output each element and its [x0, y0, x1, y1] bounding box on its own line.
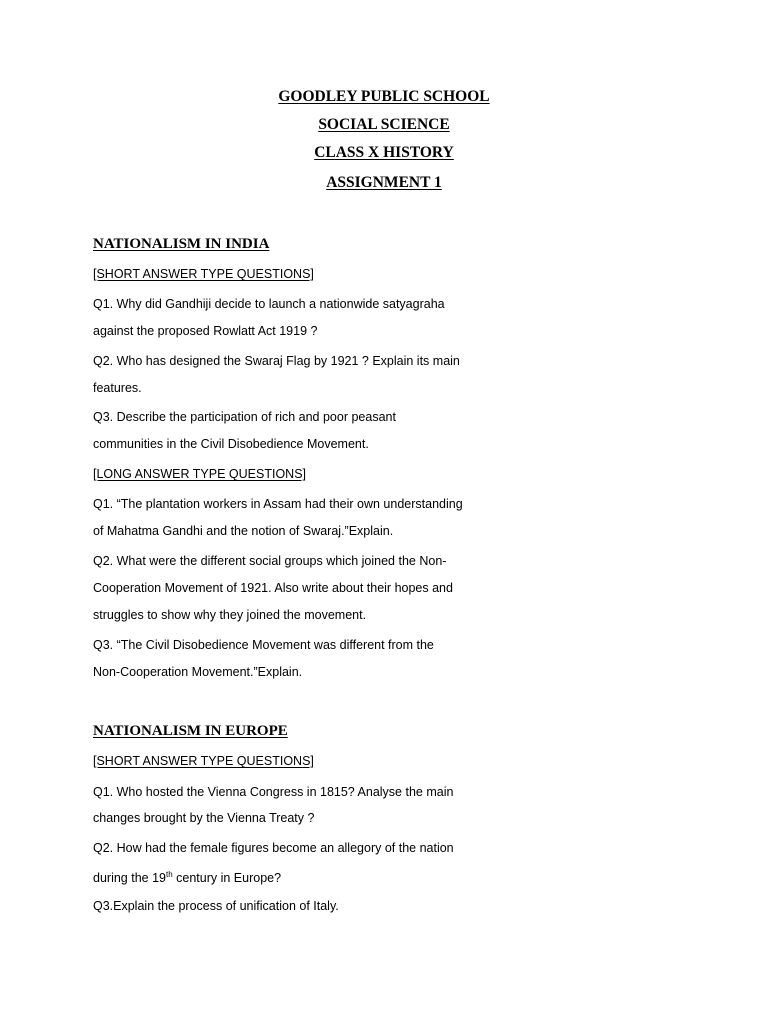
question-line: against the proposed Rowlatt Act 1919 ? — [93, 324, 318, 338]
long-answer-heading: [LONG ANSWER TYPE QUESTIONS] — [93, 467, 307, 481]
short-answer-heading: [SHORT ANSWER TYPE QUESTIONS] — [93, 267, 314, 281]
question-line: Q1. Why did Gandhiji decide to launch a nationwide satyagraha — [93, 297, 445, 311]
question-line: Cooperation Movement of 1921. Also write about their hopes and — [93, 581, 453, 595]
question-line: changes brought by the Vienna Treaty ? — [93, 811, 315, 825]
ordinal-suffix: th — [165, 870, 173, 879]
question-line: communities in the Civil Disobedience Movement. — [93, 437, 369, 451]
question-line: Q2. How had the female figures become an allegory of the nation — [93, 841, 454, 855]
question-line: Q2. Who has designed the Swaraj Flag by 1921 ? Explain its main — [93, 354, 460, 368]
question-line: Q2. What were the different social groups which joined the Non- — [93, 554, 447, 568]
question-line: Q1. “The plantation workers in Assam had their own understanding — [93, 497, 463, 511]
section-title-india: NATIONALISM IN INDIA — [93, 236, 270, 252]
question-line: struggles to show why they joined the movement. — [93, 608, 367, 622]
question-line: Q3. “The Civil Disobedience Movement was different from the — [93, 638, 434, 652]
section-title-europe: NATIONALISM IN EUROPE — [93, 723, 288, 739]
question-line: Q3.Explain the process of unification of Italy. — [93, 899, 339, 913]
question-line: of Mahatma Gandhi and the notion of Swaraj.”Explain. — [93, 524, 394, 538]
question-line: during the 19th century in Europe? — [93, 870, 282, 886]
short-answer-heading: [SHORT ANSWER TYPE QUESTIONS] — [93, 754, 314, 768]
question-line: Non-Cooperation Movement.”Explain. — [93, 665, 303, 679]
question-line: features. — [93, 381, 142, 395]
question-line: Q3. Describe the participation of rich and poor peasant — [93, 410, 396, 424]
class-title: CLASS X HISTORY — [314, 144, 454, 161]
assignment-title: ASSIGNMENT 1 — [326, 174, 442, 191]
question-line: Q1. Who hosted the Vienna Congress in 1815? Analyse the main — [93, 785, 454, 799]
school-name: GOODLEY PUBLIC SCHOOL — [278, 88, 490, 105]
subject-title: SOCIAL SCIENCE — [318, 116, 450, 133]
